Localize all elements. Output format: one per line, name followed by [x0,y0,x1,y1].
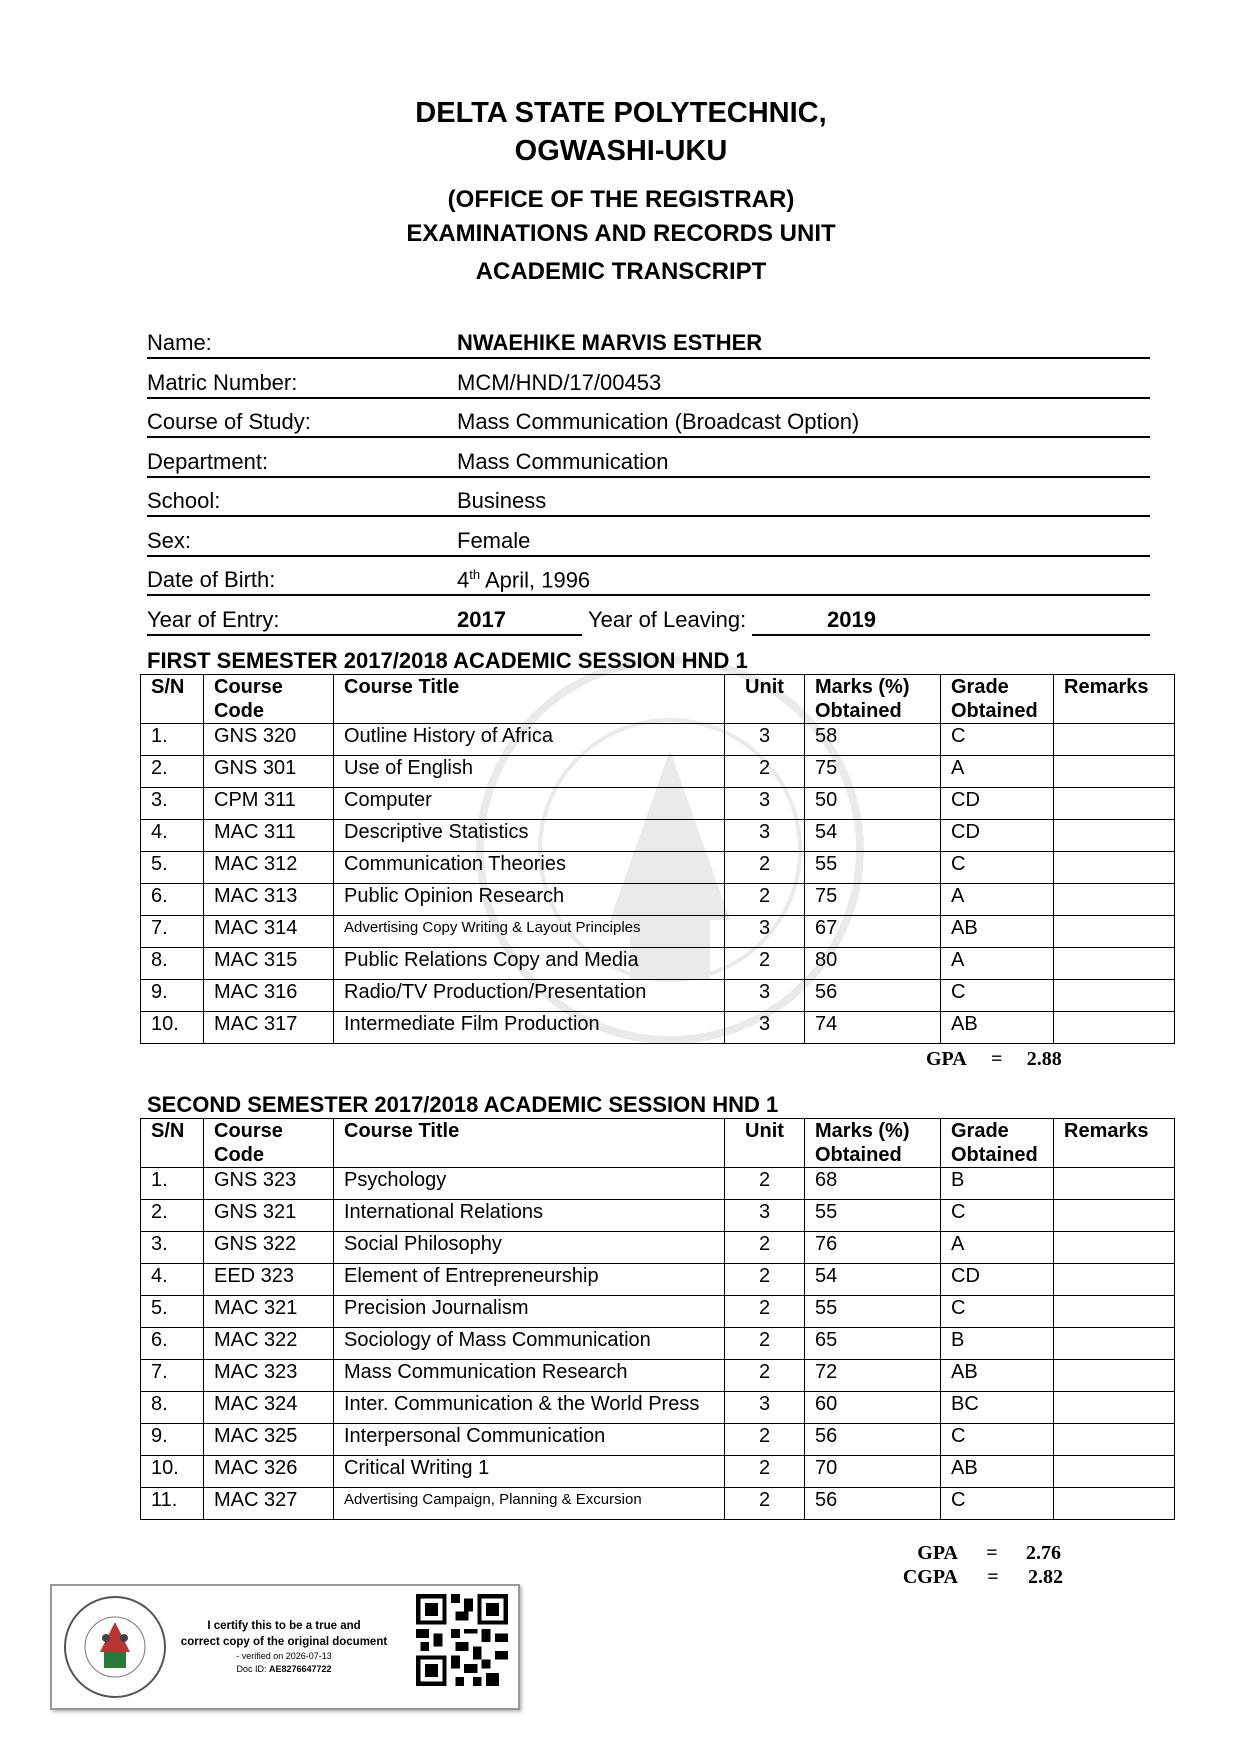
col-marks: Marks (%) Obtained [805,1119,941,1168]
institution-line2: OGWASHI-UKU [514,135,728,167]
cell-sn: 11. [141,1488,204,1520]
cell-course-title: Advertising Copy Writing & Layout Principles [334,916,725,948]
cell-unit: 2 [725,1232,805,1264]
unit-line: EXAMINATIONS AND RECORDS UNIT [406,220,836,247]
col-title: Course Title [334,675,725,724]
cell-grade: B [941,1168,1054,1200]
cell-grade: A [941,756,1054,788]
cell-course-title: Outline History of Africa [334,724,725,756]
cell-course-code: GNS 322 [204,1232,334,1264]
cell-course-title: Mass Communication Research [334,1360,725,1392]
col-grade: Grade Obtained [941,675,1054,724]
cell-unit: 3 [725,724,805,756]
cell-remarks [1054,724,1175,756]
table-row [141,948,1175,980]
cell-unit: 2 [725,1488,805,1520]
cell-unit: 3 [725,1392,805,1424]
cell-marks: 65 [805,1328,941,1360]
cell-grade: C [941,980,1054,1012]
cell-unit: 3 [725,788,805,820]
cell-marks: 55 [805,852,941,884]
cell-remarks [1054,916,1175,948]
cell-sn: 5. [141,1296,204,1328]
table-row [141,724,1175,756]
cell-remarks [1054,788,1175,820]
cell-course-code: GNS 320 [204,724,334,756]
cell-grade: C [941,1488,1054,1520]
name-label: Name: [147,330,212,355]
cell-marks: 50 [805,788,941,820]
name-row [147,329,1150,359]
cell-marks: 75 [805,884,941,916]
cell-remarks [1054,980,1175,1012]
col-code: Course Code [204,1119,334,1168]
dob-label: Date of Birth: [147,567,276,592]
cgpa: CGPA = 2.82 [902,1566,1063,1588]
cert-verified: - verified on 2026-07-13 [236,1651,332,1661]
cell-sn: 3. [141,1232,204,1264]
cell-course-title: Element of Entrepreneurship [334,1264,725,1296]
cell-marks: 56 [805,1488,941,1520]
cell-course-code: MAC 325 [204,1424,334,1456]
cell-marks: 55 [805,1296,941,1328]
sex: Female [457,528,531,553]
cell-course-code: MAC 324 [204,1392,334,1424]
cell-unit: 2 [725,756,805,788]
cell-course-title: Sociology of Mass Communication [334,1328,725,1360]
cell-course-code: MAC 313 [204,884,334,916]
cell-course-title: Social Philosophy [334,1232,725,1264]
entry-label: Year of Entry: [147,607,280,632]
cell-course-code: MAC 314 [204,916,334,948]
office-line: (OFFICE OF THE REGISTRAR) [447,186,795,213]
table-row [141,1456,1175,1488]
table-row [141,1424,1175,1456]
cell-sn: 8. [141,948,204,980]
cell-grade: CD [941,1264,1054,1296]
cell-course-title: Radio/TV Production/Presentation [334,980,725,1012]
cell-sn: 9. [141,1424,204,1456]
course-label: Course of Study: [147,409,311,434]
cell-unit: 3 [725,1012,805,1044]
table-row [141,1488,1175,1520]
cell-course-title: Psychology [334,1168,725,1200]
cell-course-code: GNS 321 [204,1200,334,1232]
cell-course-title: Communication Theories [334,852,725,884]
cell-course-title: Computer [334,788,725,820]
school-row [147,487,1150,517]
cell-sn: 10. [141,1456,204,1488]
institution-name [0,94,1242,170]
cell-unit: 3 [725,1200,805,1232]
col-remarks: Remarks [1054,675,1175,724]
table-row [141,1392,1175,1424]
cell-sn: 1. [141,724,204,756]
col-sn: S/N [141,1119,204,1168]
cell-course-title: Intermediate Film Production [334,1012,725,1044]
ministry-seal-icon [60,1592,170,1702]
cell-course-title: Interpersonal Communication [334,1424,725,1456]
year-of-entry: 2017 [457,607,506,632]
matric-number: MCM/HND/17/00453 [457,370,662,395]
table-row [141,852,1175,884]
cell-sn: 8. [141,1392,204,1424]
cell-unit: 2 [725,1328,805,1360]
cell-remarks [1054,756,1175,788]
cell-course-title: Precision Journalism [334,1296,725,1328]
col-unit: Unit [725,675,805,724]
cell-sn: 5. [141,852,204,884]
cell-unit: 2 [725,852,805,884]
sem2-title: SECOND SEMESTER 2017/2018 ACADEMIC SESSION HND 1 [147,1092,779,1117]
table-row [141,1168,1175,1200]
cell-course-title: Public Relations Copy and Media [334,948,725,980]
cell-remarks [1054,852,1175,884]
cell-remarks [1054,1296,1175,1328]
cell-course-title: Critical Writing 1 [334,1456,725,1488]
col-unit: Unit [725,1119,805,1168]
cell-marks: 56 [805,980,941,1012]
cell-marks: 76 [805,1232,941,1264]
cell-unit: 3 [725,916,805,948]
cell-remarks [1054,1264,1175,1296]
cell-course-code: CPM 311 [204,788,334,820]
cell-marks: 54 [805,820,941,852]
table-row [141,916,1175,948]
table-header-row [141,675,1175,724]
cert-docid: Doc ID: AE8276647722 [236,1664,332,1674]
cell-course-code: GNS 323 [204,1168,334,1200]
cell-course-code: MAC 317 [204,1012,334,1044]
cell-marks: 75 [805,756,941,788]
cell-grade: A [941,948,1054,980]
col-remarks: Remarks [1054,1119,1175,1168]
cell-course-title: International Relations [334,1200,725,1232]
cell-grade: AB [941,916,1054,948]
cell-marks: 60 [805,1392,941,1424]
cell-course-title: Descriptive Statistics [334,820,725,852]
cell-sn: 2. [141,756,204,788]
cell-marks: 80 [805,948,941,980]
cell-marks: 67 [805,916,941,948]
cell-grade: CD [941,788,1054,820]
cell-course-code: GNS 301 [204,756,334,788]
sem1-gpa: GPA = 2.88 [926,1048,1062,1070]
dob-row [147,566,1150,596]
leaving-label: Year of Leaving: [582,607,752,636]
cell-grade: CD [941,820,1054,852]
cell-grade: B [941,1328,1054,1360]
student-name: NWAEHIKE MARVIS ESTHER [457,330,763,355]
table-row [141,1360,1175,1392]
table-row [141,1200,1175,1232]
table-row [141,980,1175,1012]
office-heading [0,183,1242,251]
cell-sn: 7. [141,1360,204,1392]
sem2-gpa: GPA = 2.76 [917,1542,1061,1564]
col-sn: S/N [141,675,204,724]
table-row [141,1264,1175,1296]
school: Business [457,488,547,513]
department: Mass Communication [457,449,669,474]
cell-remarks [1054,1360,1175,1392]
cell-remarks [1054,1392,1175,1424]
cell-grade: C [941,1424,1054,1456]
cell-sn: 1. [141,1168,204,1200]
document-title: ACADEMIC TRANSCRIPT [475,258,767,285]
table-row [141,1012,1175,1044]
cell-remarks [1054,1424,1175,1456]
certification-text [162,1618,406,1676]
cell-sn: 4. [141,1264,204,1296]
cell-grade: BC [941,1392,1054,1424]
cell-remarks [1054,1456,1175,1488]
cell-remarks [1054,884,1175,916]
cell-course-code: MAC 327 [204,1488,334,1520]
cell-course-title: Public Opinion Research [334,884,725,916]
matric-label: Matric Number: [147,370,298,395]
cell-marks: 56 [805,1424,941,1456]
cell-marks: 68 [805,1168,941,1200]
cell-grade: A [941,884,1054,916]
cell-grade: AB [941,1360,1054,1392]
cell-marks: 55 [805,1200,941,1232]
cell-grade: A [941,1232,1054,1264]
cell-unit: 2 [725,1424,805,1456]
table-header-row [141,1119,1175,1168]
col-marks: Marks (%) Obtained [805,675,941,724]
cell-grade: C [941,1296,1054,1328]
cell-unit: 2 [725,1168,805,1200]
matric-row [147,369,1150,399]
cell-sn: 10. [141,1012,204,1044]
cell-course-code: MAC 311 [204,820,334,852]
sem2-table [140,1118,1175,1520]
qr-code-icon [416,1594,508,1686]
cell-unit: 2 [725,1296,805,1328]
cell-marks: 70 [805,1456,941,1488]
cell-unit: 2 [725,1360,805,1392]
cell-marks: 58 [805,724,941,756]
cell-course-title: Advertising Campaign, Planning & Excursion [334,1488,725,1520]
cell-grade: C [941,1200,1054,1232]
cell-unit: 2 [725,884,805,916]
cell-course-title: Inter. Communication & the World Press [334,1392,725,1424]
table-row [141,788,1175,820]
cell-remarks [1054,1200,1175,1232]
sem1-table [140,674,1175,1044]
table-row [141,1296,1175,1328]
cell-unit: 2 [725,1456,805,1488]
table-row [141,1328,1175,1360]
col-grade: Grade Obtained [941,1119,1054,1168]
cell-unit: 3 [725,980,805,1012]
col-title: Course Title [334,1119,725,1168]
cell-sn: 4. [141,820,204,852]
cell-remarks [1054,1012,1175,1044]
cell-remarks [1054,948,1175,980]
table-row [141,1232,1175,1264]
col-code: Course Code [204,675,334,724]
cell-remarks [1054,1328,1175,1360]
certification-stamp [50,1584,520,1710]
cell-sn: 3. [141,788,204,820]
cell-marks: 72 [805,1360,941,1392]
sex-label: Sex: [147,528,192,553]
cell-marks: 54 [805,1264,941,1296]
course-of-study: Mass Communication (Broadcast Option) [457,409,860,434]
cell-course-title: Use of English [334,756,725,788]
cell-unit: 3 [725,820,805,852]
cell-grade: AB [941,1012,1054,1044]
cert-line2: correct copy of the original document [180,1636,388,1648]
cert-line1: I certify this to be a true and [207,1620,361,1632]
cell-sn: 9. [141,980,204,1012]
cell-course-code: EED 323 [204,1264,334,1296]
department-label: Department: [147,449,269,474]
cell-sn: 6. [141,1328,204,1360]
date-of-birth: 4th April, 1996 [457,566,591,592]
cell-course-code: MAC 321 [204,1296,334,1328]
table-row [141,756,1175,788]
cell-remarks [1054,820,1175,852]
cell-course-code: MAC 326 [204,1456,334,1488]
school-label: School: [147,488,221,513]
department-row [147,448,1150,478]
cell-remarks [1054,1488,1175,1520]
cell-remarks [1054,1168,1175,1200]
cell-sn: 7. [141,916,204,948]
cell-grade: C [941,724,1054,756]
course-row [147,408,1150,438]
cell-sn: 6. [141,884,204,916]
year-of-leaving: 2019 [827,607,876,632]
cell-course-code: MAC 315 [204,948,334,980]
cell-grade: AB [941,1456,1054,1488]
cell-unit: 2 [725,948,805,980]
cell-marks: 74 [805,1012,941,1044]
cell-course-code: MAC 312 [204,852,334,884]
sem1-title: FIRST SEMESTER 2017/2018 ACADEMIC SESSION HND 1 [147,648,748,673]
cell-remarks [1054,1232,1175,1264]
cell-unit: 2 [725,1264,805,1296]
cell-course-code: MAC 322 [204,1328,334,1360]
institution-line1: DELTA STATE POLYTECHNIC, [415,97,827,129]
cell-grade: C [941,852,1054,884]
years-row [147,606,1150,636]
table-row [141,884,1175,916]
sex-row [147,527,1150,557]
cell-course-code: MAC 323 [204,1360,334,1392]
table-row [141,820,1175,852]
cell-course-code: MAC 316 [204,980,334,1012]
cell-sn: 2. [141,1200,204,1232]
